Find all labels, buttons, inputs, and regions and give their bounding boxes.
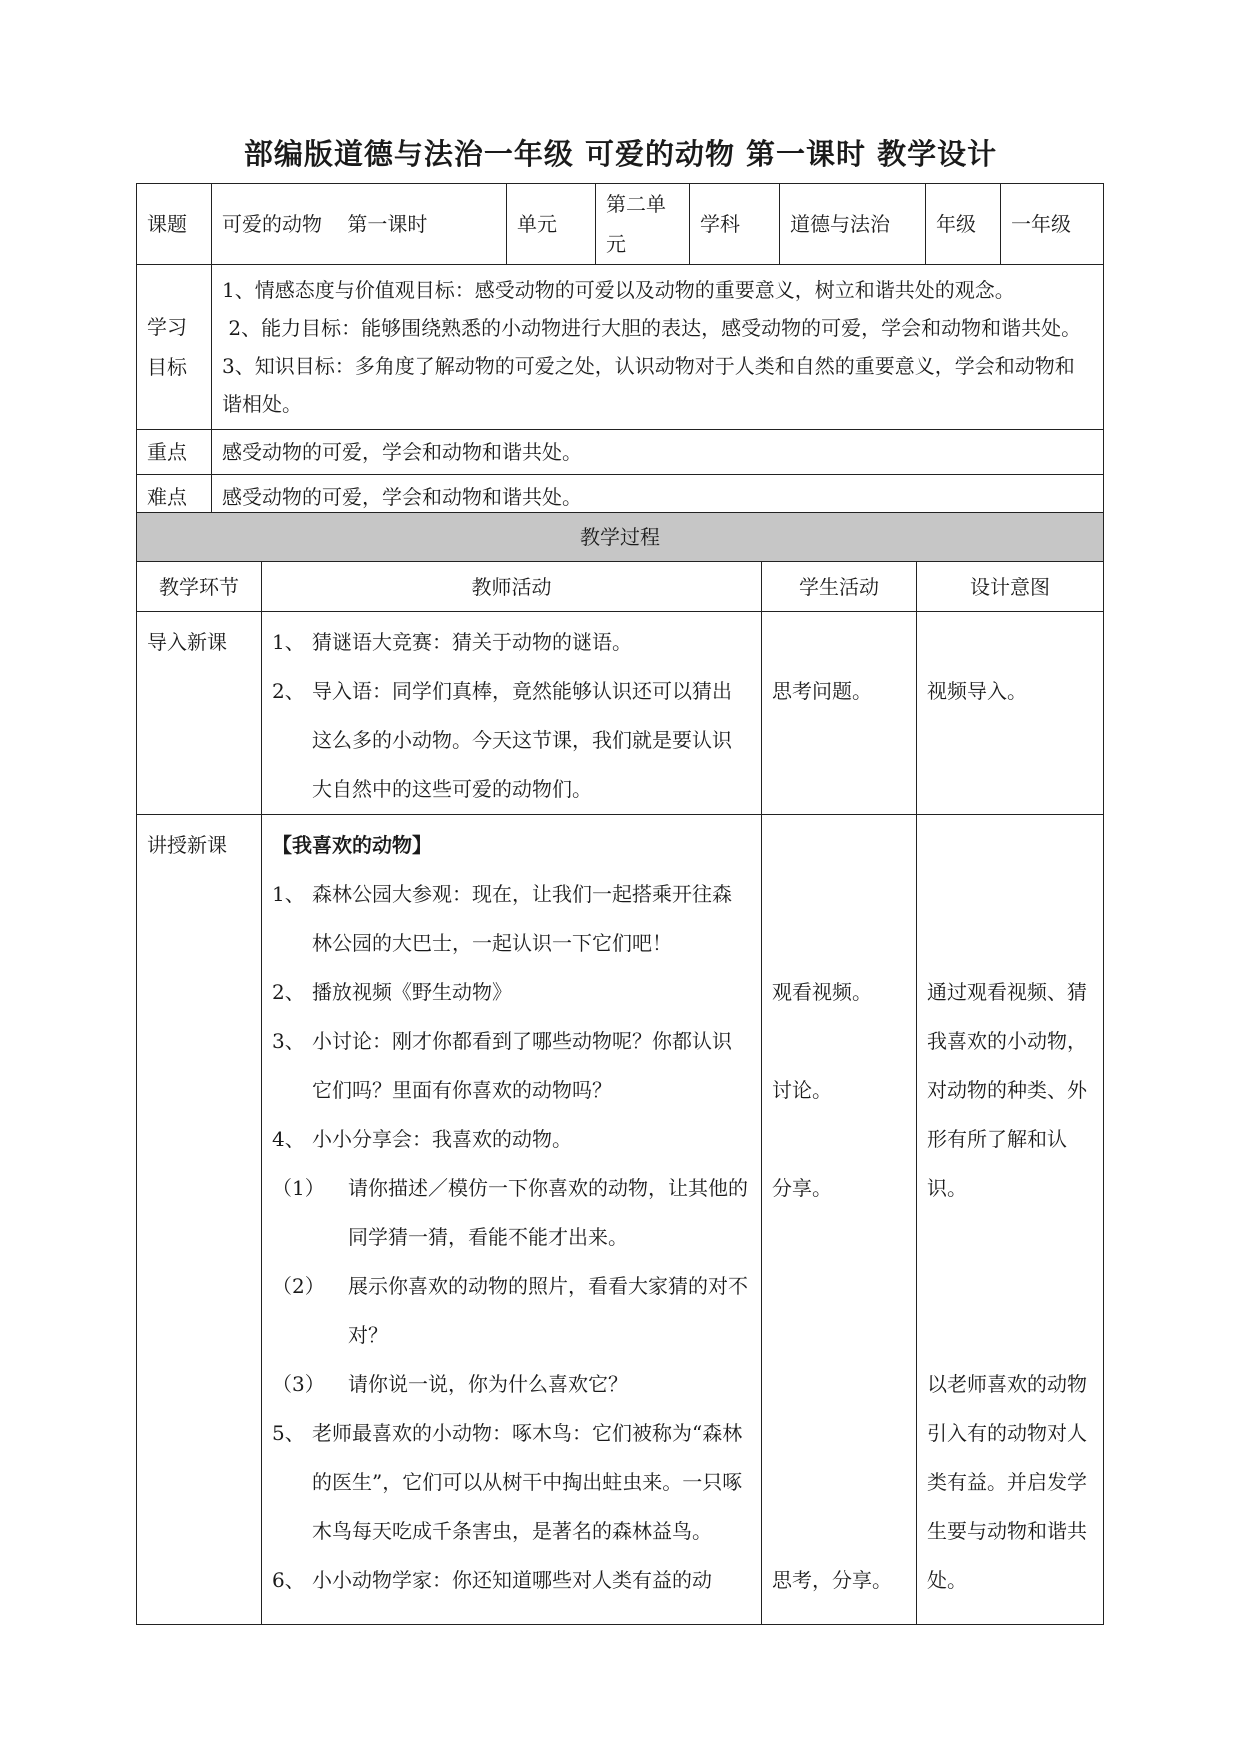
- item-number: 2、: [272, 679, 305, 703]
- column-student: 学生活动: [762, 562, 917, 612]
- list-item: [272, 1164, 751, 1262]
- lesson-info-table: [136, 183, 1104, 520]
- unit-value: 第二单元: [596, 184, 690, 265]
- item-text: 小小分享会：我喜欢的动物。: [312, 1127, 572, 1151]
- lesson-stage: [137, 815, 262, 1625]
- goal-item-1: 1、情感态度与价值观目标：感受动物的可爱以及动物的重要意义，树立和谐共处的观念。: [222, 278, 1015, 302]
- document-title: 部编版道德与法治一年级 可爱的动物 第一课时 教学设计: [243, 137, 998, 171]
- item-text: 森林公园大参观：现在，让我们一起搭乘开往森林公园的大巴士，一起认识一下它们吧！: [312, 882, 732, 955]
- item-text: 播放视频《野生动物》: [312, 980, 512, 1004]
- intro-purpose: [917, 612, 1104, 815]
- lesson-teacher: [262, 815, 762, 1625]
- list-item: [272, 1115, 751, 1164]
- unit-label: 单元: [507, 184, 596, 265]
- lesson-purpose: [917, 815, 1104, 1625]
- item-number: 1、: [272, 882, 305, 906]
- item-number: 1、: [272, 630, 305, 654]
- section-heading: 【我喜欢的动物】: [272, 833, 432, 857]
- goals-label: [137, 265, 212, 430]
- goals-label-line1: 学习: [147, 315, 187, 339]
- list-item: [272, 1017, 751, 1115]
- list-item: [272, 667, 751, 814]
- intro-purpose-text: 视频导入。: [927, 679, 1027, 703]
- item-number: 3、: [272, 1029, 305, 1053]
- item-text: 小讨论：刚才你都看到了哪些动物呢？你都认识它们吗？里面有你喜欢的动物吗？: [312, 1029, 732, 1102]
- key-point-value: 感受动物的可爱，学会和动物和谐共处。: [212, 430, 1104, 475]
- student-activity: 观看视频。: [772, 980, 872, 1004]
- column-teacher: 教师活动: [262, 562, 762, 612]
- subject-label: 学科: [690, 184, 780, 265]
- list-item: [272, 1262, 751, 1360]
- intro-row: [137, 612, 1104, 815]
- design-purpose: 以老师喜欢的动物引入有的动物对人类有益。并启发学生要与动物和谐共处。: [927, 1372, 1087, 1592]
- item-text: 小小动物学家：你还知道哪些对人类有益的动: [312, 1568, 712, 1592]
- difficulty-label: 难点: [137, 475, 212, 520]
- process-header: 教学过程: [137, 513, 1104, 562]
- list-item: [272, 1556, 751, 1605]
- list-item: [272, 1360, 751, 1409]
- column-stage: 教学环节: [137, 562, 262, 612]
- goal-item-3: 3、知识目标：多角度了解动物的可爱之处，认识动物对于人类和自然的重要意义，学会和动物和谐相处。: [222, 354, 1075, 416]
- list-item: [272, 870, 751, 968]
- list-item: [272, 968, 751, 1017]
- goal-item-2: 2、能力目标：能够围绕熟悉的小动物进行大胆的表达，感受动物的可爱，学会和动物和谐共处。: [222, 316, 1082, 340]
- difficulty-value: 感受动物的可爱，学会和动物和谐共处。: [212, 475, 1104, 520]
- grade-label: 年级: [926, 184, 1001, 265]
- list-item: [272, 618, 751, 667]
- intro-student-text: 思考问题。: [772, 679, 872, 703]
- key-point-row: [137, 430, 1104, 475]
- student-activity: 分享。: [772, 1176, 832, 1200]
- item-number: 6、: [272, 1568, 305, 1592]
- lesson-row: [137, 815, 1104, 1625]
- item-text: 请你说一说，你为什么喜欢它？: [348, 1372, 628, 1396]
- subject-value: 道德与法治: [780, 184, 926, 265]
- column-header-row: [137, 562, 1104, 612]
- item-text: 导入语：同学们真棒，竟然能够认识还可以猜出这么多的小动物。今天这节课，我们就是要认识大自然中的这些可爱的动物们。: [312, 679, 732, 801]
- student-activity: 讨论。: [772, 1078, 832, 1102]
- intro-teacher: [262, 612, 762, 815]
- intro-stage-label: 导入新课: [147, 630, 227, 654]
- item-text: 展示你喜欢的动物的照片，看看大家猜的对不对？: [348, 1274, 748, 1347]
- topic-value: 可爱的动物 第一课时: [212, 184, 507, 265]
- item-text: 猜谜语大竞赛：猜关于动物的谜语。: [312, 630, 632, 654]
- goals-label-line2: 目标: [147, 355, 187, 379]
- item-number: 2、: [272, 980, 305, 1004]
- list-item: [272, 1409, 751, 1556]
- item-text: 请你描述／模仿一下你喜欢的动物，让其他的同学猜一猜，看能不能才出来。: [348, 1176, 748, 1249]
- grade-value: 一年级: [1001, 184, 1104, 265]
- item-number: 4、: [272, 1127, 305, 1151]
- goals-body: [212, 265, 1104, 430]
- item-number: （3）: [272, 1372, 325, 1396]
- teaching-process-table: [136, 512, 1104, 1625]
- process-header-row: [137, 513, 1104, 562]
- goals-row: [137, 265, 1104, 430]
- key-point-label: 重点: [137, 430, 212, 475]
- lesson-stage-label: 讲授新课: [147, 833, 227, 857]
- lesson-student: [762, 815, 917, 1625]
- item-number: （2）: [272, 1274, 325, 1298]
- column-purpose: 设计意图: [917, 562, 1104, 612]
- info-row: [137, 184, 1104, 265]
- item-text: 老师最喜欢的小动物：啄木鸟：它们被称为“森林的医生”，它们可以从树干中掏出蛀虫来。一只啄木鸟每天吃成千条害虫，是著名的森林益鸟。: [312, 1421, 743, 1543]
- design-purpose: 通过观看视频、猜我喜欢的小动物，对动物的种类、外形有所了解和认识。: [927, 980, 1087, 1200]
- topic-label: 课题: [137, 184, 212, 265]
- intro-stage: [137, 612, 262, 815]
- student-activity: 思考，分享。: [772, 1568, 892, 1592]
- intro-student: [762, 612, 917, 815]
- item-number: 5、: [272, 1421, 305, 1445]
- item-number: （1）: [272, 1176, 325, 1200]
